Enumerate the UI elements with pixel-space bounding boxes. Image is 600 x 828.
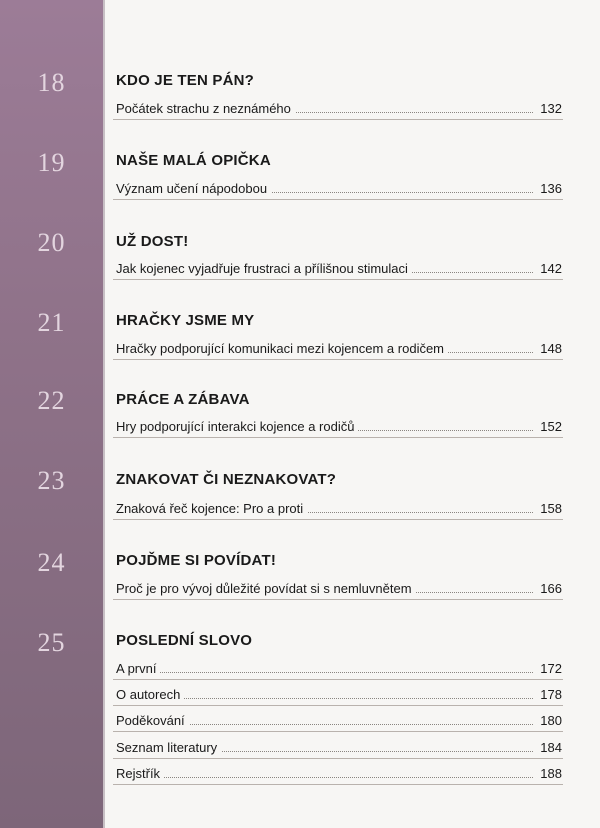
- entry-rule: [113, 279, 563, 280]
- entry-text: Proč je pro vývoj důležité povídat si s nemluvnětem: [116, 581, 416, 596]
- entry-text: Poděkování: [116, 713, 189, 728]
- entry-text: Znaková řeč kojence: Pro a proti: [116, 501, 307, 516]
- entry-page: 142: [537, 261, 562, 276]
- entry-text: Hračky podporující komunikaci mezi kojencem a rodičem: [116, 341, 448, 356]
- entry-page: 178: [537, 687, 562, 702]
- toc-entry[interactable]: [113, 336, 563, 360]
- entry-page: 132: [537, 101, 562, 116]
- toc-entry[interactable]: [113, 576, 563, 600]
- chapter-title: UŽ DOST!: [116, 233, 189, 250]
- entry-page: 166: [537, 581, 562, 596]
- entry-page: 152: [537, 419, 562, 434]
- chapter-number: 19: [37, 148, 66, 177]
- chapter-number: 18: [37, 68, 66, 97]
- entry-rule: [113, 437, 563, 438]
- chapter-number: 24: [37, 548, 66, 577]
- entry-rule: [113, 784, 563, 785]
- toc-entry[interactable]: [113, 176, 563, 200]
- chapter-number: 20: [37, 228, 66, 257]
- entry-rule: [113, 519, 563, 520]
- entry-text: Hry podporující interakci kojence a rodičů: [116, 419, 358, 434]
- entry-text: Seznam literatury: [116, 740, 221, 755]
- chapter-number: 23: [37, 466, 66, 495]
- entry-rule: [113, 119, 563, 120]
- toc-entry[interactable]: [113, 656, 563, 680]
- toc-entry[interactable]: [113, 735, 563, 759]
- entry-page: 180: [537, 713, 562, 728]
- entry-rule: [113, 599, 563, 600]
- chapter-title: POSLEDNÍ SLOVO: [116, 632, 253, 649]
- chapter-title: KDO JE TEN PÁN?: [116, 72, 255, 89]
- toc-entry[interactable]: [113, 708, 563, 732]
- toc-entry[interactable]: [113, 761, 563, 785]
- dot-leader: [116, 672, 533, 673]
- toc-entry[interactable]: [113, 496, 563, 520]
- chapter-title: NAŠE MALÁ OPIČKA: [116, 152, 271, 169]
- entry-rule: [113, 359, 563, 360]
- chapter-title: PRÁCE A ZÁBAVA: [116, 391, 250, 408]
- entry-page: 158: [537, 501, 562, 516]
- chapter-title: POJĎME SI POVÍDAT!: [116, 552, 277, 569]
- entry-text: A první: [116, 661, 160, 676]
- entry-text: Počátek strachu z neznámého: [116, 101, 295, 116]
- chapter-number: 21: [37, 308, 66, 337]
- toc-entry[interactable]: [113, 256, 563, 280]
- toc-entry[interactable]: [113, 414, 563, 438]
- chapter-number: 25: [37, 628, 66, 657]
- entry-text: Jak kojenec vyjadřuje frustraci a přílišnou stimulaci: [116, 261, 412, 276]
- entry-page: 148: [537, 341, 562, 356]
- entry-rule: [113, 679, 563, 680]
- dot-leader: [116, 777, 533, 778]
- sidebar-edge: [103, 0, 105, 828]
- toc-entry[interactable]: [113, 682, 563, 706]
- entry-rule: [113, 731, 563, 732]
- entry-page: 184: [537, 740, 562, 755]
- entry-rule: [113, 705, 563, 706]
- entry-rule: [113, 758, 563, 759]
- entry-rule: [113, 199, 563, 200]
- chapter-number: 22: [37, 386, 66, 415]
- entry-page: 188: [537, 766, 562, 781]
- entry-page: 172: [537, 661, 562, 676]
- toc-entry[interactable]: [113, 96, 563, 120]
- entry-text: Význam učení nápodobou: [116, 181, 271, 196]
- entry-page: 136: [537, 181, 562, 196]
- chapter-title: HRAČKY JSME MY: [116, 312, 255, 329]
- entry-text: O autorech: [116, 687, 184, 702]
- chapter-title: ZNAKOVAT ČI NEZNAKOVAT?: [116, 471, 337, 488]
- entry-text: Rejstřík: [116, 766, 164, 781]
